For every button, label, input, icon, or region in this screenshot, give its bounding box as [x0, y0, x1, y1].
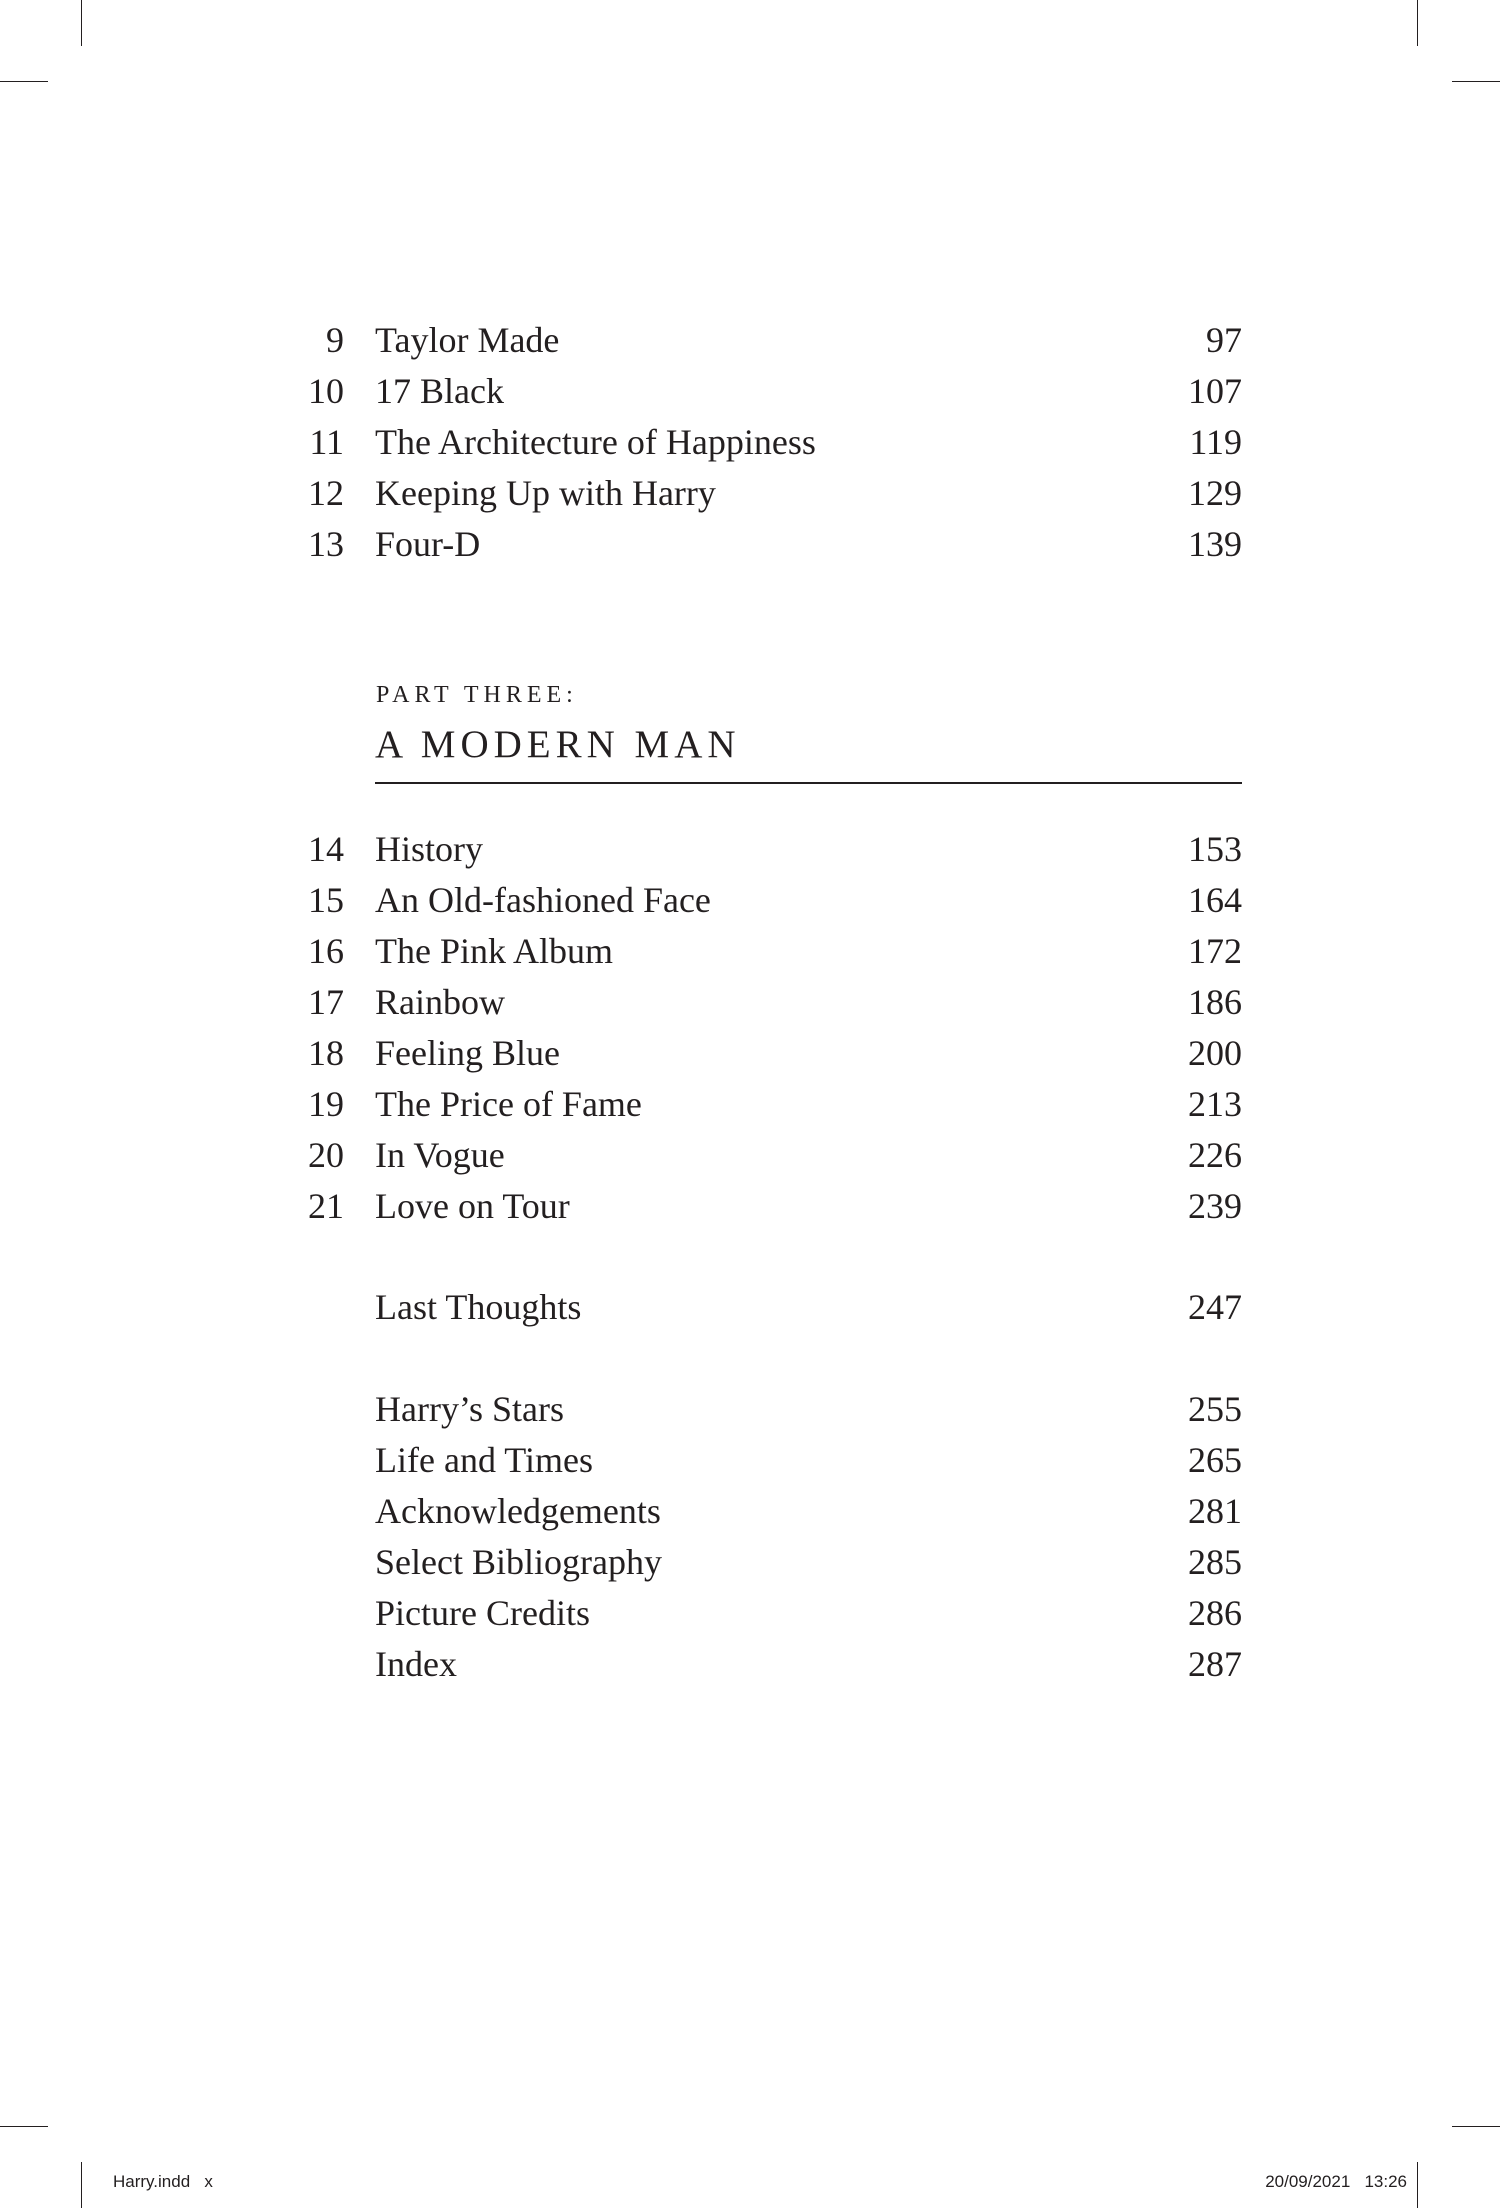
chapter-title: The Price of Fame	[375, 1084, 642, 1124]
crop-mark-top-left	[81, 0, 82, 46]
toc-entry	[0, 875, 1500, 925]
toc-entry-end-matter	[0, 1486, 1500, 1536]
page-number: 239	[1188, 1186, 1242, 1226]
crop-mark-bottom-right	[1417, 2162, 1418, 2208]
chapter-title: Life and Times	[375, 1440, 594, 1480]
page-number: 119	[1189, 422, 1242, 462]
toc-entry-end-matter	[0, 1537, 1500, 1587]
toc-entry	[0, 468, 1500, 518]
chapter-title: Love on Tour	[375, 1186, 570, 1226]
chapter-number: 21	[308, 1186, 344, 1226]
chapter-title: Four-D	[375, 524, 481, 564]
chapter-title: Picture Credits	[375, 1593, 590, 1633]
toc-entry	[0, 1079, 1500, 1129]
chapter-number: 15	[308, 880, 344, 920]
toc-entry-end-matter	[0, 1639, 1500, 1689]
chapter-title: Acknowledgements	[375, 1491, 661, 1531]
chapter-title: Harry’s Stars	[375, 1389, 564, 1429]
toc-entry	[0, 519, 1500, 569]
chapter-title: Feeling Blue	[375, 1033, 560, 1073]
page-number: 226	[1188, 1135, 1242, 1175]
chapter-number: 10	[308, 371, 344, 411]
toc-entry	[0, 1130, 1500, 1180]
toc-entry-last-thoughts	[0, 1282, 1500, 1332]
toc-entry	[0, 315, 1500, 365]
page-number: 200	[1188, 1033, 1242, 1073]
chapter-title: History	[375, 829, 483, 869]
chapter-number: 12	[308, 473, 344, 513]
toc-entry	[0, 824, 1500, 874]
chapter-title: The Pink Album	[375, 931, 614, 971]
page-number: 286	[1188, 1593, 1242, 1633]
chapter-title: Taylor Made	[375, 320, 560, 360]
page-number: 97	[1206, 320, 1242, 360]
page-number: 247	[1188, 1287, 1242, 1327]
page-number: 186	[1188, 982, 1242, 1022]
part-label: PART THREE:	[376, 682, 578, 708]
crop-mark-top-right-h	[1452, 81, 1500, 82]
crop-mark-bottom-left-h	[0, 2126, 48, 2127]
crop-mark-top-left-h	[0, 81, 48, 82]
page-number: 129	[1188, 473, 1242, 513]
page-number: 285	[1188, 1542, 1242, 1582]
chapter-title: Rainbow	[375, 982, 505, 1022]
crop-mark-bottom-left	[81, 2162, 82, 2208]
chapter-title: Index	[375, 1644, 457, 1684]
toc-entry-end-matter	[0, 1435, 1500, 1485]
chapter-title: The Architecture of Happiness	[375, 422, 816, 462]
page-number: 287	[1188, 1644, 1242, 1684]
toc-entry	[0, 1181, 1500, 1231]
chapter-number: 18	[308, 1033, 344, 1073]
page-number: 153	[1188, 829, 1242, 869]
crop-mark-top-right	[1417, 0, 1418, 46]
page-number: 255	[1188, 1389, 1242, 1429]
chapter-title: An Old-fashioned Face	[375, 880, 711, 920]
page-number: 139	[1188, 524, 1242, 564]
slug-datetime: 20/09/2021 13:26	[1265, 2172, 1407, 2191]
toc-entry-end-matter	[0, 1384, 1500, 1434]
part-divider-rule	[375, 782, 1242, 784]
page-number: 107	[1188, 371, 1242, 411]
chapter-title: In Vogue	[375, 1135, 505, 1175]
chapter-title: Last Thoughts	[375, 1287, 582, 1327]
toc-entry	[0, 417, 1500, 467]
page-number: 265	[1188, 1440, 1242, 1480]
slug-filename: Harry.indd x	[113, 2172, 213, 2191]
toc-entry	[0, 366, 1500, 416]
chapter-number: 19	[308, 1084, 344, 1124]
page-number: 213	[1188, 1084, 1242, 1124]
chapter-number: 11	[309, 422, 344, 462]
page-number: 172	[1188, 931, 1242, 971]
chapter-number: 17	[308, 982, 344, 1022]
toc-entry-end-matter	[0, 1588, 1500, 1638]
chapter-number: 16	[308, 931, 344, 971]
toc-entry	[0, 1028, 1500, 1078]
page-number: 164	[1188, 880, 1242, 920]
toc-entry	[0, 977, 1500, 1027]
chapter-number: 14	[308, 829, 344, 869]
chapter-title: 17 Black	[375, 371, 504, 411]
chapter-title: Select Bibliography	[375, 1542, 662, 1582]
chapter-number: 13	[308, 524, 344, 564]
chapter-title: Keeping Up with Harry	[375, 473, 716, 513]
chapter-number: 9	[326, 320, 344, 360]
chapter-number: 20	[308, 1135, 344, 1175]
part-title: A MODERN MAN	[375, 723, 741, 766]
toc-entry	[0, 926, 1500, 976]
crop-mark-bottom-right-h	[1452, 2126, 1500, 2127]
page-number: 281	[1188, 1491, 1242, 1531]
